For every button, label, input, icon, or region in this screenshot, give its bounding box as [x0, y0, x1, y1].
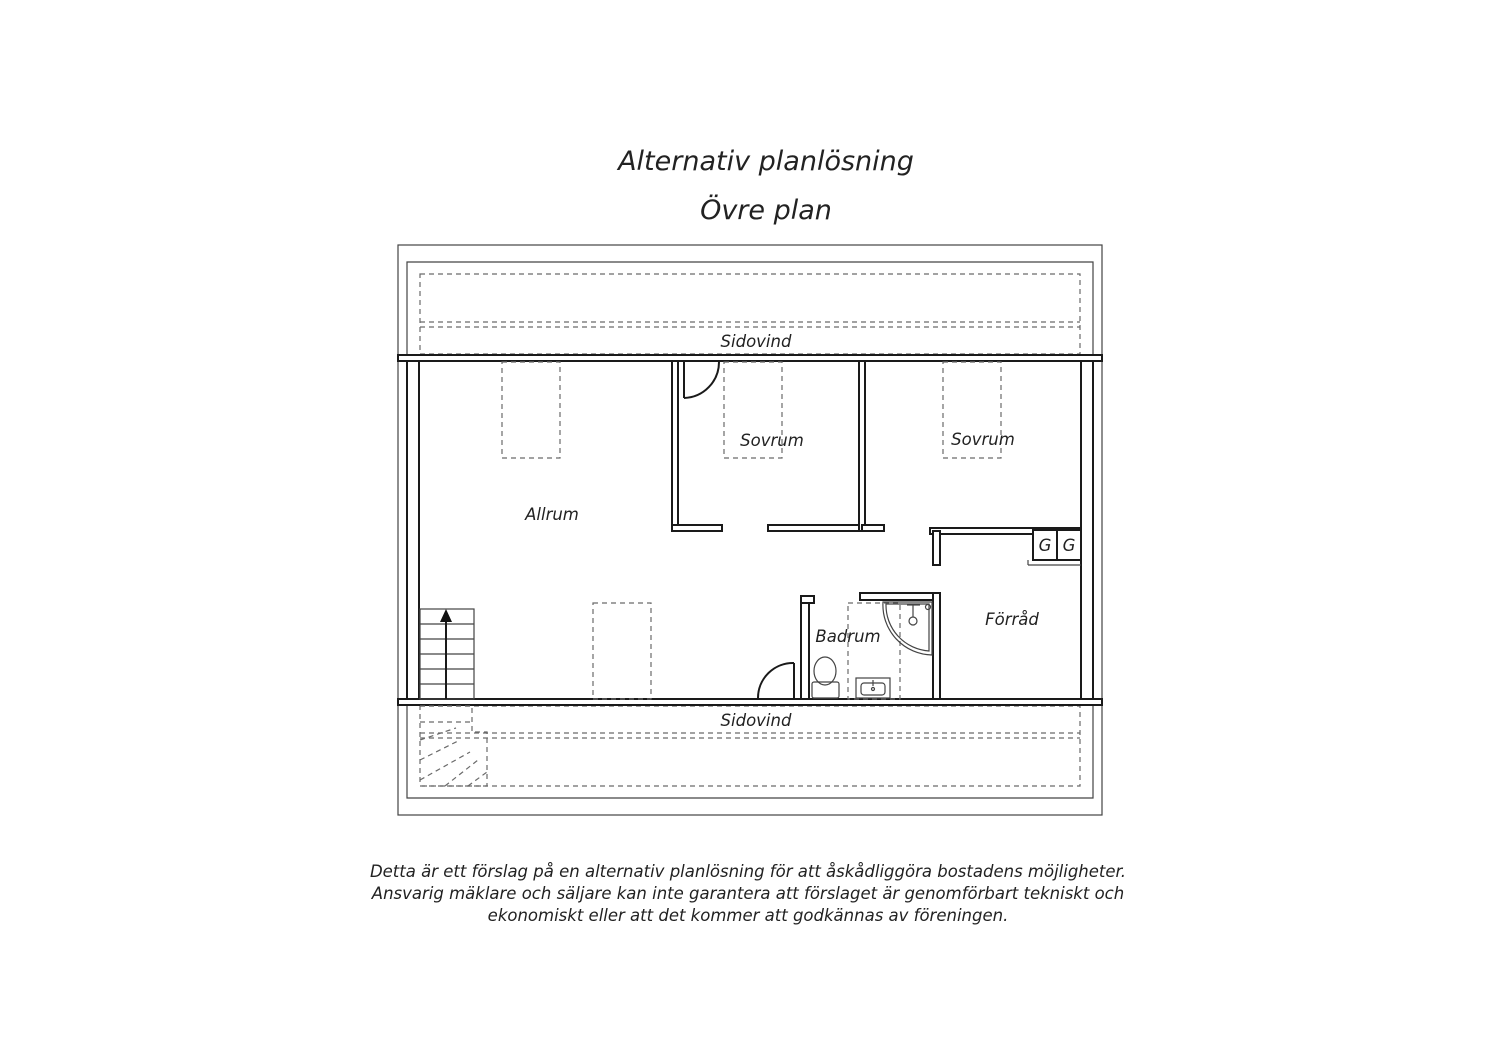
- toilet-icon: [812, 657, 839, 698]
- shower-icon: [883, 602, 932, 655]
- label-badrum: Badrum: [815, 627, 881, 646]
- disclaimer: [350, 861, 1146, 927]
- label-allrum: Allrum: [525, 505, 579, 524]
- disclaimer-line: Ansvarig mäklare och säljare kan inte garantera att förslaget är genomförbart tekniskt och: [371, 884, 1125, 903]
- interior-walls: [672, 361, 1081, 699]
- plan-title: Alternativ planlösning: [618, 146, 914, 177]
- label-sidovind-bottom: Sidovind: [720, 711, 792, 730]
- plan-subtitle: Övre plan: [700, 195, 832, 226]
- label-forrad: Förråd: [985, 610, 1039, 629]
- staircase: [420, 609, 487, 786]
- label-cabinet-g-1: G: [1038, 536, 1052, 555]
- disclaimer-line: ekonomiskt eller att det kommer att godkännas av föreningen.: [487, 906, 1009, 925]
- label-sovrum-1: Sovrum: [740, 431, 804, 450]
- sink-icon: [856, 678, 890, 698]
- label-cabinet-g-2: G: [1062, 536, 1076, 555]
- label-sovrum-2: Sovrum: [951, 430, 1015, 449]
- bathroom-fixtures: [812, 602, 932, 698]
- stair-arrow-icon: [440, 609, 452, 622]
- disclaimer-line: Detta är ett förslag på en alternativ planlösning för att åskådliggöra bostadens möjligheter.: [369, 862, 1127, 881]
- label-sidovind-top: Sidovind: [720, 332, 792, 351]
- skylights: [502, 362, 1001, 699]
